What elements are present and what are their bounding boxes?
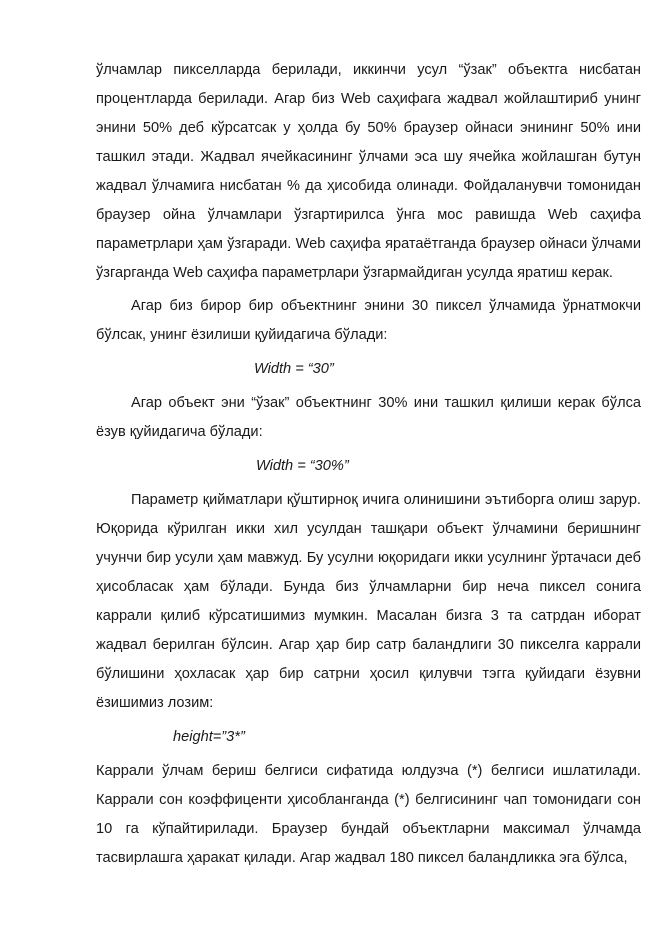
- paragraph-4: Параметр қийматлари қўштирноқ ичига олинишини эътиборга олиш зарур. Юқорида кўрилган икки хил усулдан ташқари объект ўлчамини беришнинг учунчи бир усули ҳам мавжуд. Бу усулни юқоридаги икки усулнинг ўртачаси деб ҳисобласак ҳам бўлади. Бунда биз ўлчамларни бир неча пиксел сонига каррали қилиб кўрсатишимиз мумкин. Масалан бизга 3 та сатрдан иборат жадвал берилган бўлсин. Агар ҳар бир сатр баландлиги 30 пикселга каррали бўлишини ҳохласак ҳар бир сатрни ҳосил қилувчи тэгга қуйидаги ёзувни ёзишимиз лозим:: [96, 492, 641, 711]
- formula-height-multiple: height=”3*”: [173, 729, 245, 745]
- paragraph-3: Агар объект эни “ўзак” объектнинг 30% ини ташкил қилиши керак бўлса ёзув қуйидагича бўлади:: [96, 395, 641, 440]
- document-page: [96, 56, 641, 873]
- paragraph-1: ўлчамлар пикселларда берилади, иккинчи усул “ўзак” объектга нисбатан процентларда берилади. Агар биз Web саҳифага жадвал жойлаштириб унинг энини 50% деб кўрсатсак у ҳолда бу 50% браузер ойнаси энининг 50% ини ташкил этади. Жадвал ячейкасининг ўлчами эса шу ячейка жойлашган бутун жадвал ўлчамига нисбатан % да ҳисобида олинади. Фойдаланувчи томонидан браузер ойна ўлчамлари ўзгартирилса ўнга мос равишда Web саҳифа параметрлари ҳам ўзгаради. Web саҳифа яратаётганда браузер ойнаси ўлчами ўзгарганда Web саҳифа параметрлари ўзгармайдиган усулда яратиш керак.: [96, 62, 641, 281]
- paragraph-5: Каррали ўлчам бериш белгиси сифатида юлдузча (*) белгиси ишлатилади. Каррали сон коэффиценти ҳисобланганда (*) белгисининг чап томонидаги сон 10 га кўпайтирилади. Браузер бундай объектларни максимал ўлчамда тасвирлашга ҳаракат қилади. Агар жадвал 180 пиксел баландликка эга бўлса,: [96, 763, 641, 866]
- formula-width-percent: Width = “30%”: [256, 458, 349, 474]
- formula-width-pixels: Width = “30”: [254, 361, 334, 377]
- paragraph-2: Агар биз бирор бир объектнинг энини 30 пиксел ўлчамида ўрнатмокчи бўлсак, унинг ёзилиши қуйидагича бўлади:: [96, 298, 641, 343]
